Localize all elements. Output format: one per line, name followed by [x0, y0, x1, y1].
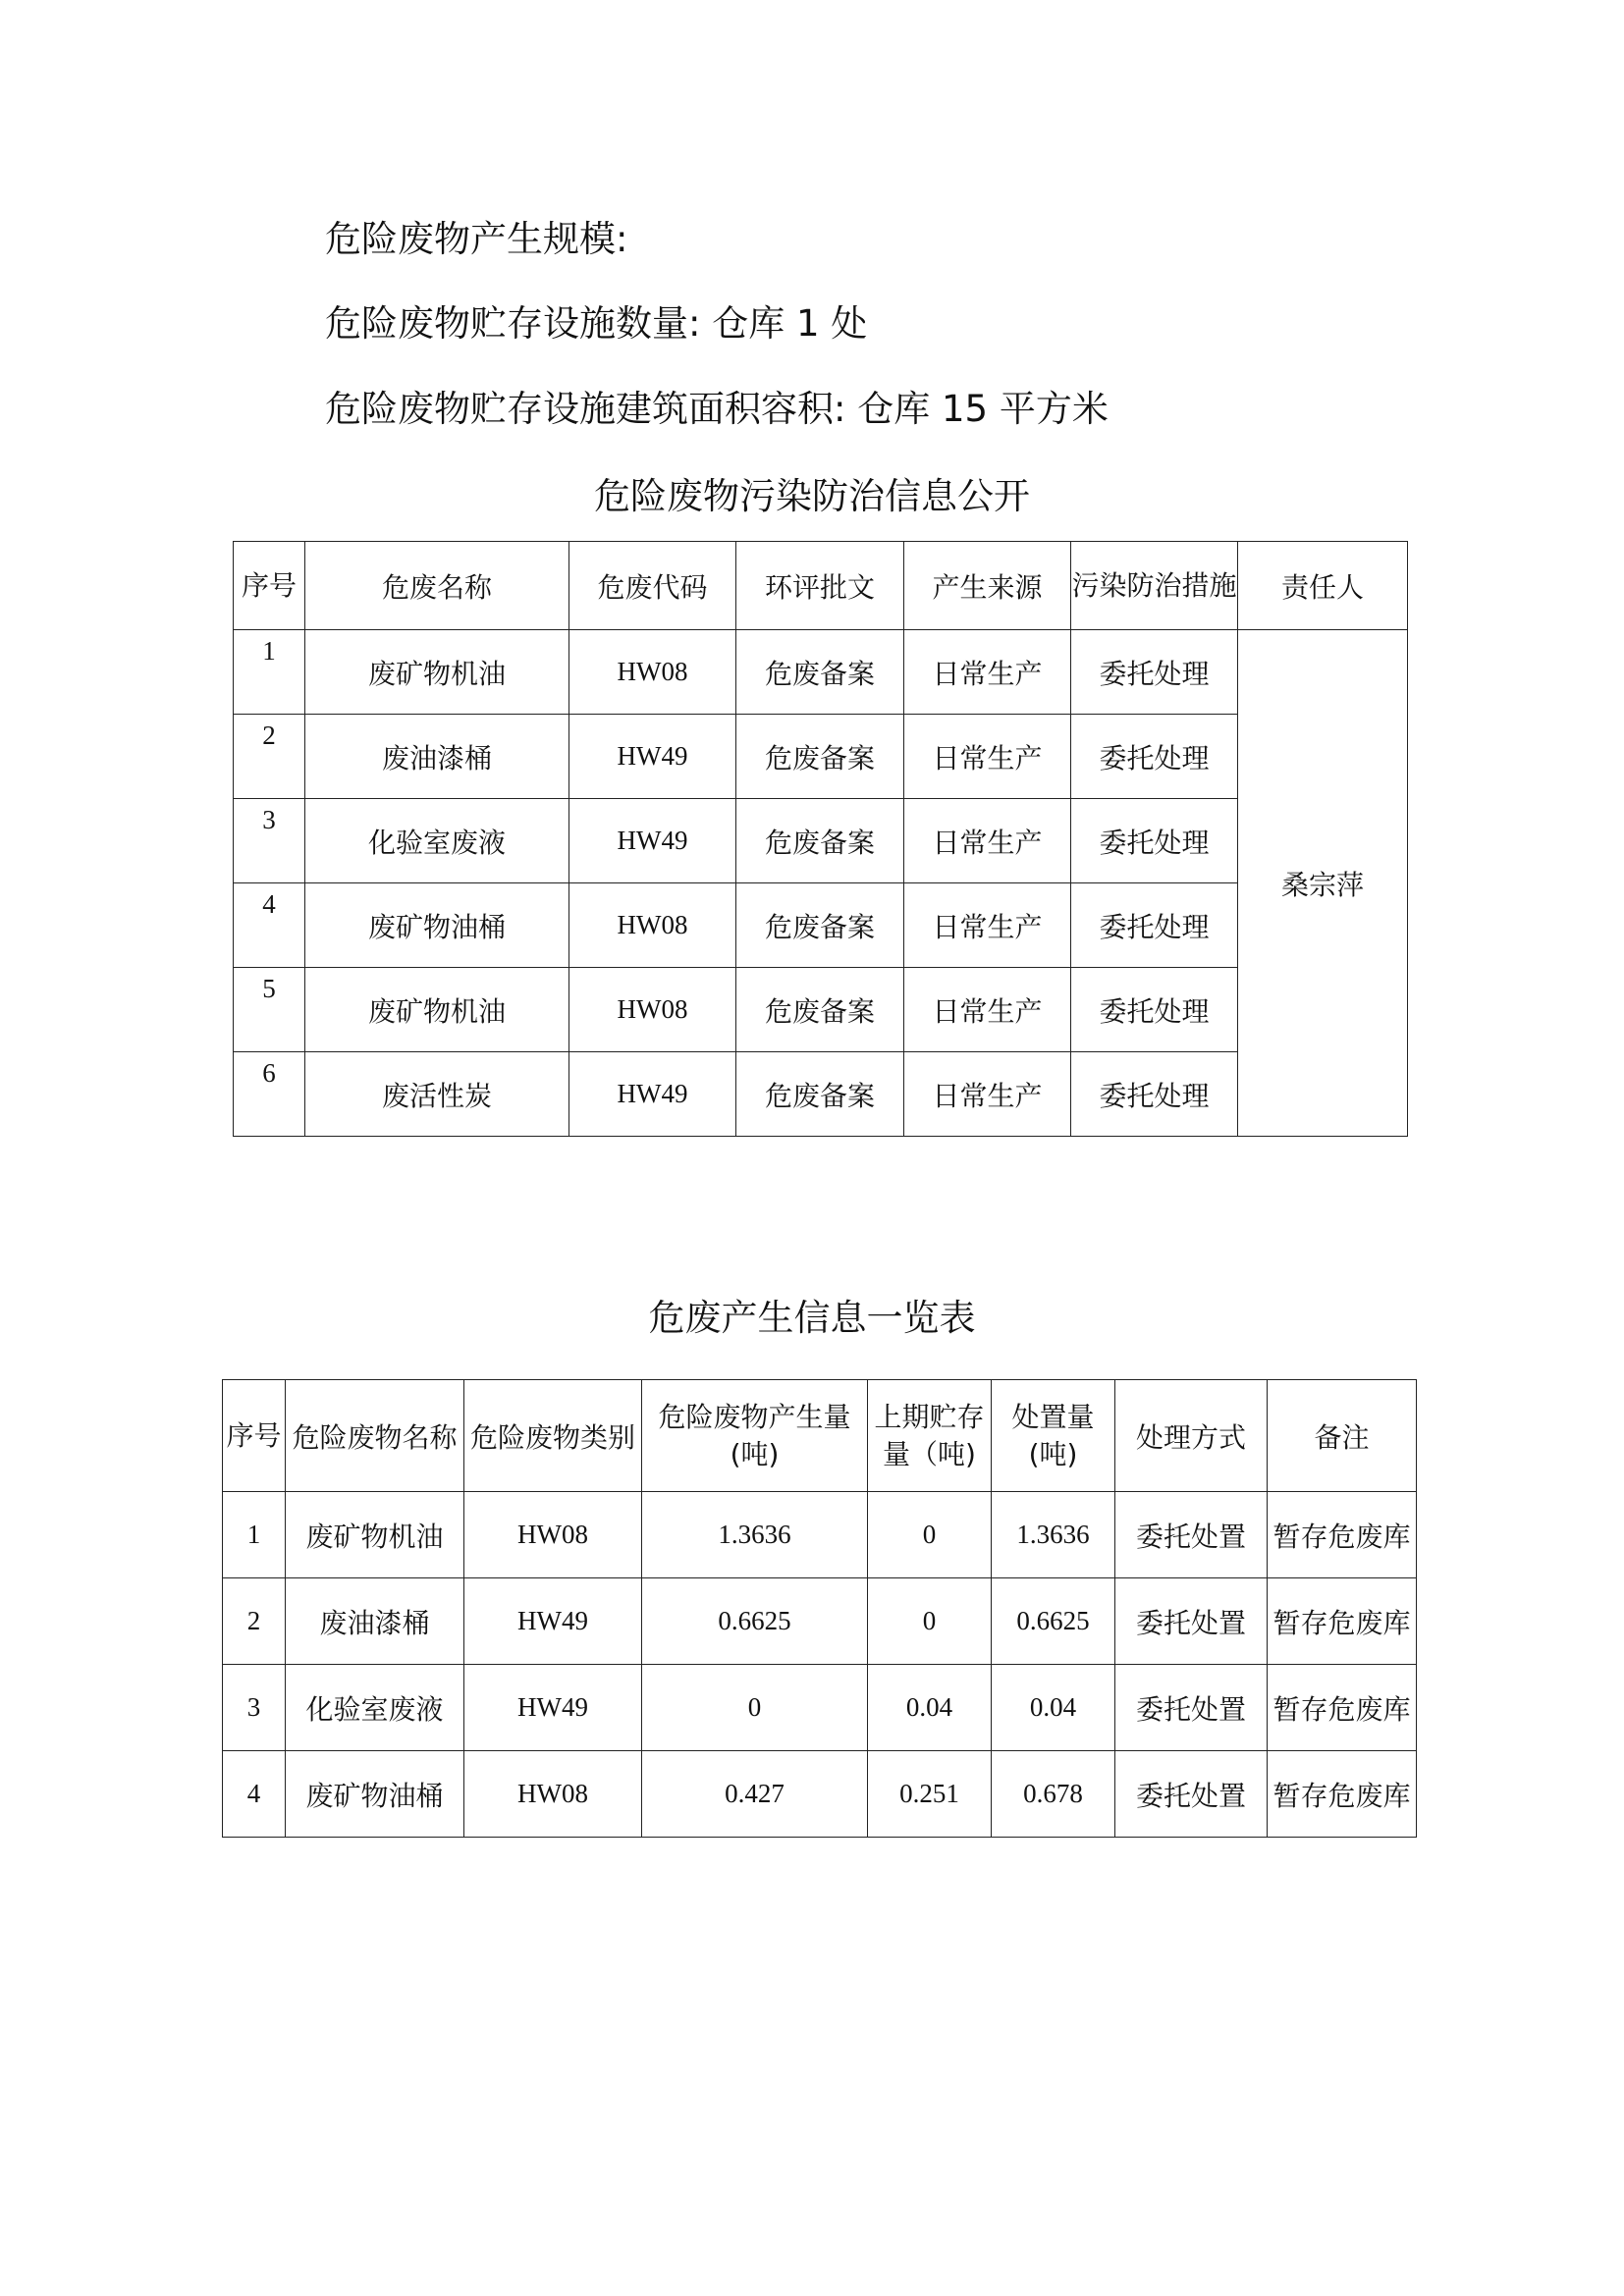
cell-measure: 委托处理	[1071, 799, 1238, 883]
cell-name: 废油漆桶	[305, 715, 569, 799]
cell-code: HW49	[569, 799, 736, 883]
cell-waste-name: 废油漆桶	[286, 1578, 464, 1665]
cell-disposed: 1.3636	[992, 1492, 1115, 1578]
cell-name: 废矿物机油	[305, 968, 569, 1052]
header-note: 备注	[1268, 1380, 1417, 1492]
cell-category: HW08	[464, 1492, 642, 1578]
table-row	[234, 883, 1408, 968]
cell-seq: 1	[234, 630, 305, 715]
cell-generated: 0.6625	[642, 1578, 868, 1665]
header-name: 危废名称	[305, 542, 569, 630]
cell-responsible: 桑宗萍	[1238, 630, 1408, 1137]
cell-code: HW49	[569, 1052, 736, 1137]
header-seq: 序号	[223, 1380, 286, 1492]
cell-source: 日常生产	[904, 715, 1071, 799]
cell-category: HW49	[464, 1665, 642, 1751]
table-row	[223, 1578, 1417, 1665]
cell-seq: 3	[223, 1665, 286, 1751]
table-row	[234, 715, 1408, 799]
cell-generated: 0.427	[642, 1751, 868, 1838]
facility-area-line: 危险废物贮存设施建筑面积容积: 仓库 15 平方米	[325, 388, 1109, 430]
cell-seq: 4	[223, 1751, 286, 1838]
header-previous-stock: 上期贮存量（吨)	[868, 1380, 992, 1492]
cell-previous: 0.04	[868, 1665, 992, 1751]
cell-code: HW08	[569, 968, 736, 1052]
cell-measure: 委托处理	[1071, 715, 1238, 799]
cell-source: 日常生产	[904, 1052, 1071, 1137]
pollution-table-title: 危险废物污染防治信息公开	[594, 475, 1030, 517]
table-row	[234, 968, 1408, 1052]
cell-method: 委托处置	[1115, 1751, 1268, 1838]
cell-note: 暂存危废库	[1268, 1665, 1417, 1751]
cell-disposed: 0.678	[992, 1751, 1115, 1838]
table-row	[234, 799, 1408, 883]
cell-code: HW49	[569, 715, 736, 799]
generation-info-table	[222, 1379, 1417, 1838]
cell-seq: 2	[234, 715, 305, 799]
cell-category: HW49	[464, 1578, 642, 1665]
cell-previous: 0	[868, 1578, 992, 1665]
cell-measure: 委托处理	[1071, 968, 1238, 1052]
table-row	[223, 1665, 1417, 1751]
header-seq: 序号	[234, 542, 305, 630]
table-row	[223, 1751, 1417, 1838]
cell-note: 暂存危废库	[1268, 1751, 1417, 1838]
cell-seq: 4	[234, 883, 305, 968]
cell-method: 委托处置	[1115, 1492, 1268, 1578]
cell-waste-name: 废矿物机油	[286, 1492, 464, 1578]
cell-source: 日常生产	[904, 968, 1071, 1052]
cell-name: 废矿物油桶	[305, 883, 569, 968]
header-responsible: 责任人	[1238, 542, 1408, 630]
table-row	[234, 1052, 1408, 1137]
facility-count-line: 危险废物贮存设施数量: 仓库 1 处	[325, 302, 868, 345]
cell-waste-name: 化验室废液	[286, 1665, 464, 1751]
table-header-row	[223, 1380, 1417, 1492]
cell-seq: 1	[223, 1492, 286, 1578]
cell-approval: 危废备案	[736, 968, 904, 1052]
scale-line: 危险废物产生规模:	[325, 218, 628, 260]
header-source: 产生来源	[904, 542, 1071, 630]
cell-waste-name: 废矿物油桶	[286, 1751, 464, 1838]
cell-category: HW08	[464, 1751, 642, 1838]
cell-code: HW08	[569, 630, 736, 715]
header-code: 危废代码	[569, 542, 736, 630]
cell-name: 化验室废液	[305, 799, 569, 883]
cell-generated: 1.3636	[642, 1492, 868, 1578]
cell-previous: 0.251	[868, 1751, 992, 1838]
cell-previous: 0	[868, 1492, 992, 1578]
header-waste-category: 危险废物类别	[464, 1380, 642, 1492]
cell-seq: 5	[234, 968, 305, 1052]
cell-source: 日常生产	[904, 799, 1071, 883]
header-method: 处理方式	[1115, 1380, 1268, 1492]
header-disposed: 处置量(吨)	[992, 1380, 1115, 1492]
cell-method: 委托处置	[1115, 1665, 1268, 1751]
cell-method: 委托处置	[1115, 1578, 1268, 1665]
generation-table-title: 危废产生信息一览表	[648, 1297, 976, 1339]
cell-approval: 危废备案	[736, 630, 904, 715]
header-approval: 环评批文	[736, 542, 904, 630]
table-row	[223, 1492, 1417, 1578]
table-header-row	[234, 542, 1408, 630]
cell-generated: 0	[642, 1665, 868, 1751]
cell-approval: 危废备案	[736, 715, 904, 799]
table-row	[234, 630, 1408, 715]
cell-note: 暂存危废库	[1268, 1578, 1417, 1665]
cell-code: HW08	[569, 883, 736, 968]
cell-source: 日常生产	[904, 630, 1071, 715]
cell-seq: 6	[234, 1052, 305, 1137]
cell-source: 日常生产	[904, 883, 1071, 968]
header-generated: 危险废物产生量(吨)	[642, 1380, 868, 1492]
cell-disposed: 0.6625	[992, 1578, 1115, 1665]
cell-name: 废矿物机油	[305, 630, 569, 715]
cell-measure: 委托处理	[1071, 883, 1238, 968]
cell-approval: 危废备案	[736, 799, 904, 883]
cell-name: 废活性炭	[305, 1052, 569, 1137]
cell-seq: 3	[234, 799, 305, 883]
header-measure: 污染防治措施	[1071, 542, 1238, 630]
cell-measure: 委托处理	[1071, 1052, 1238, 1137]
cell-approval: 危废备案	[736, 883, 904, 968]
cell-approval: 危废备案	[736, 1052, 904, 1137]
cell-note: 暂存危废库	[1268, 1492, 1417, 1578]
header-waste-name: 危险废物名称	[286, 1380, 464, 1492]
cell-disposed: 0.04	[992, 1665, 1115, 1751]
pollution-info-table	[233, 541, 1408, 1137]
cell-seq: 2	[223, 1578, 286, 1665]
cell-measure: 委托处理	[1071, 630, 1238, 715]
